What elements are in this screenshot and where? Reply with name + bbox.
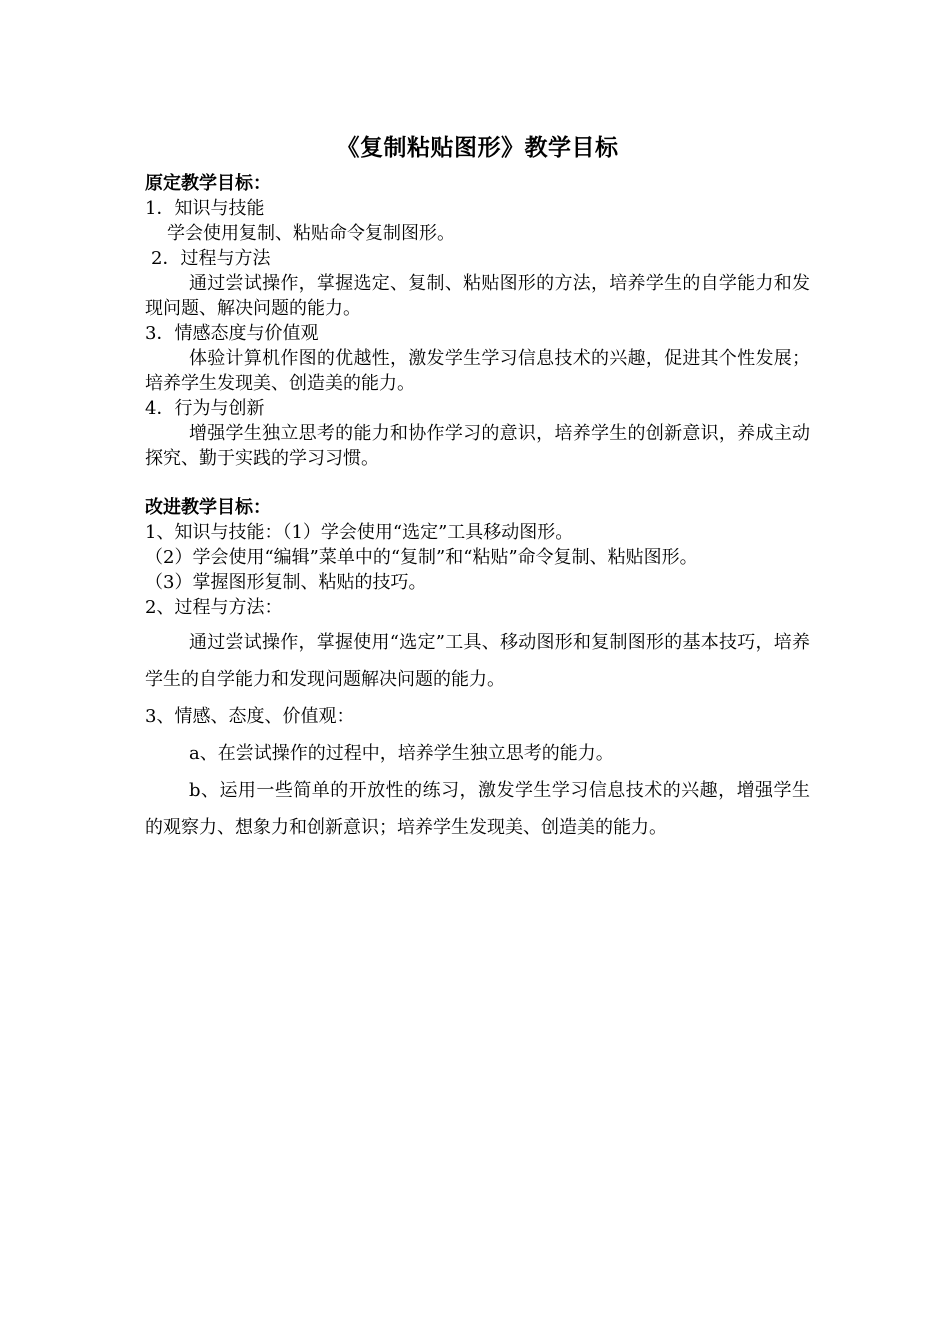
improved-item1-line: 1、知识与技能：（1）学会使用“选定”工具移动图形。 [145,522,574,543]
improved-item1-sub2: （2）学会使用“编辑”菜单中的“复制”和“粘贴”命令复制、粘贴图形。 [145,547,698,568]
improved-item2-text: 通过尝试操作，掌握使用“选定”工具、移动图形和复制图形的基本技巧，培养学生的自学能力和发现问题解决问题的能力。 [145,632,810,690]
improved-item3-title: 3、情感、态度、价值观： [145,706,355,727]
original-item4-text: 增强学生独立思考的能力和协作学习的意识，培养学生的创新意识，养成主动探究、勤于实践的学习习惯。 [145,423,810,469]
original-item2-text: 通过尝试操作，掌握选定、复制、粘贴图形的方法，培养学生的自学能力和发现问题、解决问题的能力。 [145,273,810,319]
improved-item3-a: a、在尝试操作的过程中，培养学生独立思考的能力。 [189,743,614,764]
original-item3-title: 3．情感态度与价值观 [145,323,319,344]
original-objectives-section [145,172,810,471]
section-spacer [145,471,810,496]
improved-item3-b: b、运用一些简单的开放性的练习，激发学生学习信息技术的兴趣，增强学生的观察力、想象力和创新意识；培养学生发现美、创造美的能力。 [145,780,810,838]
document-page [145,130,810,846]
document-title: 《复制粘贴图形》教学目标 [336,134,619,161]
original-item3-text: 体验计算机作图的优越性，激发学生学习信息技术的兴趣，促进其个性发展；培养学生发现美、创造美的能力。 [145,348,810,394]
improved-item1-sub3: （3）掌握图形复制、粘贴的技巧。 [145,572,427,593]
original-item4-title: 4．行为与创新 [145,398,265,419]
improved-objectives-heading: 改进教学目标： [145,497,271,518]
original-item1-text: 学会使用复制、粘贴命令复制图形。 [167,223,455,244]
improved-item2-title: 2、过程与方法： [145,597,283,618]
original-item2-title: 2．过程与方法 [151,248,271,269]
improved-objectives-section [145,496,810,846]
original-objectives-heading: 原定教学目标： [145,173,271,194]
original-item1-title: 1．知识与技能 [145,198,265,219]
